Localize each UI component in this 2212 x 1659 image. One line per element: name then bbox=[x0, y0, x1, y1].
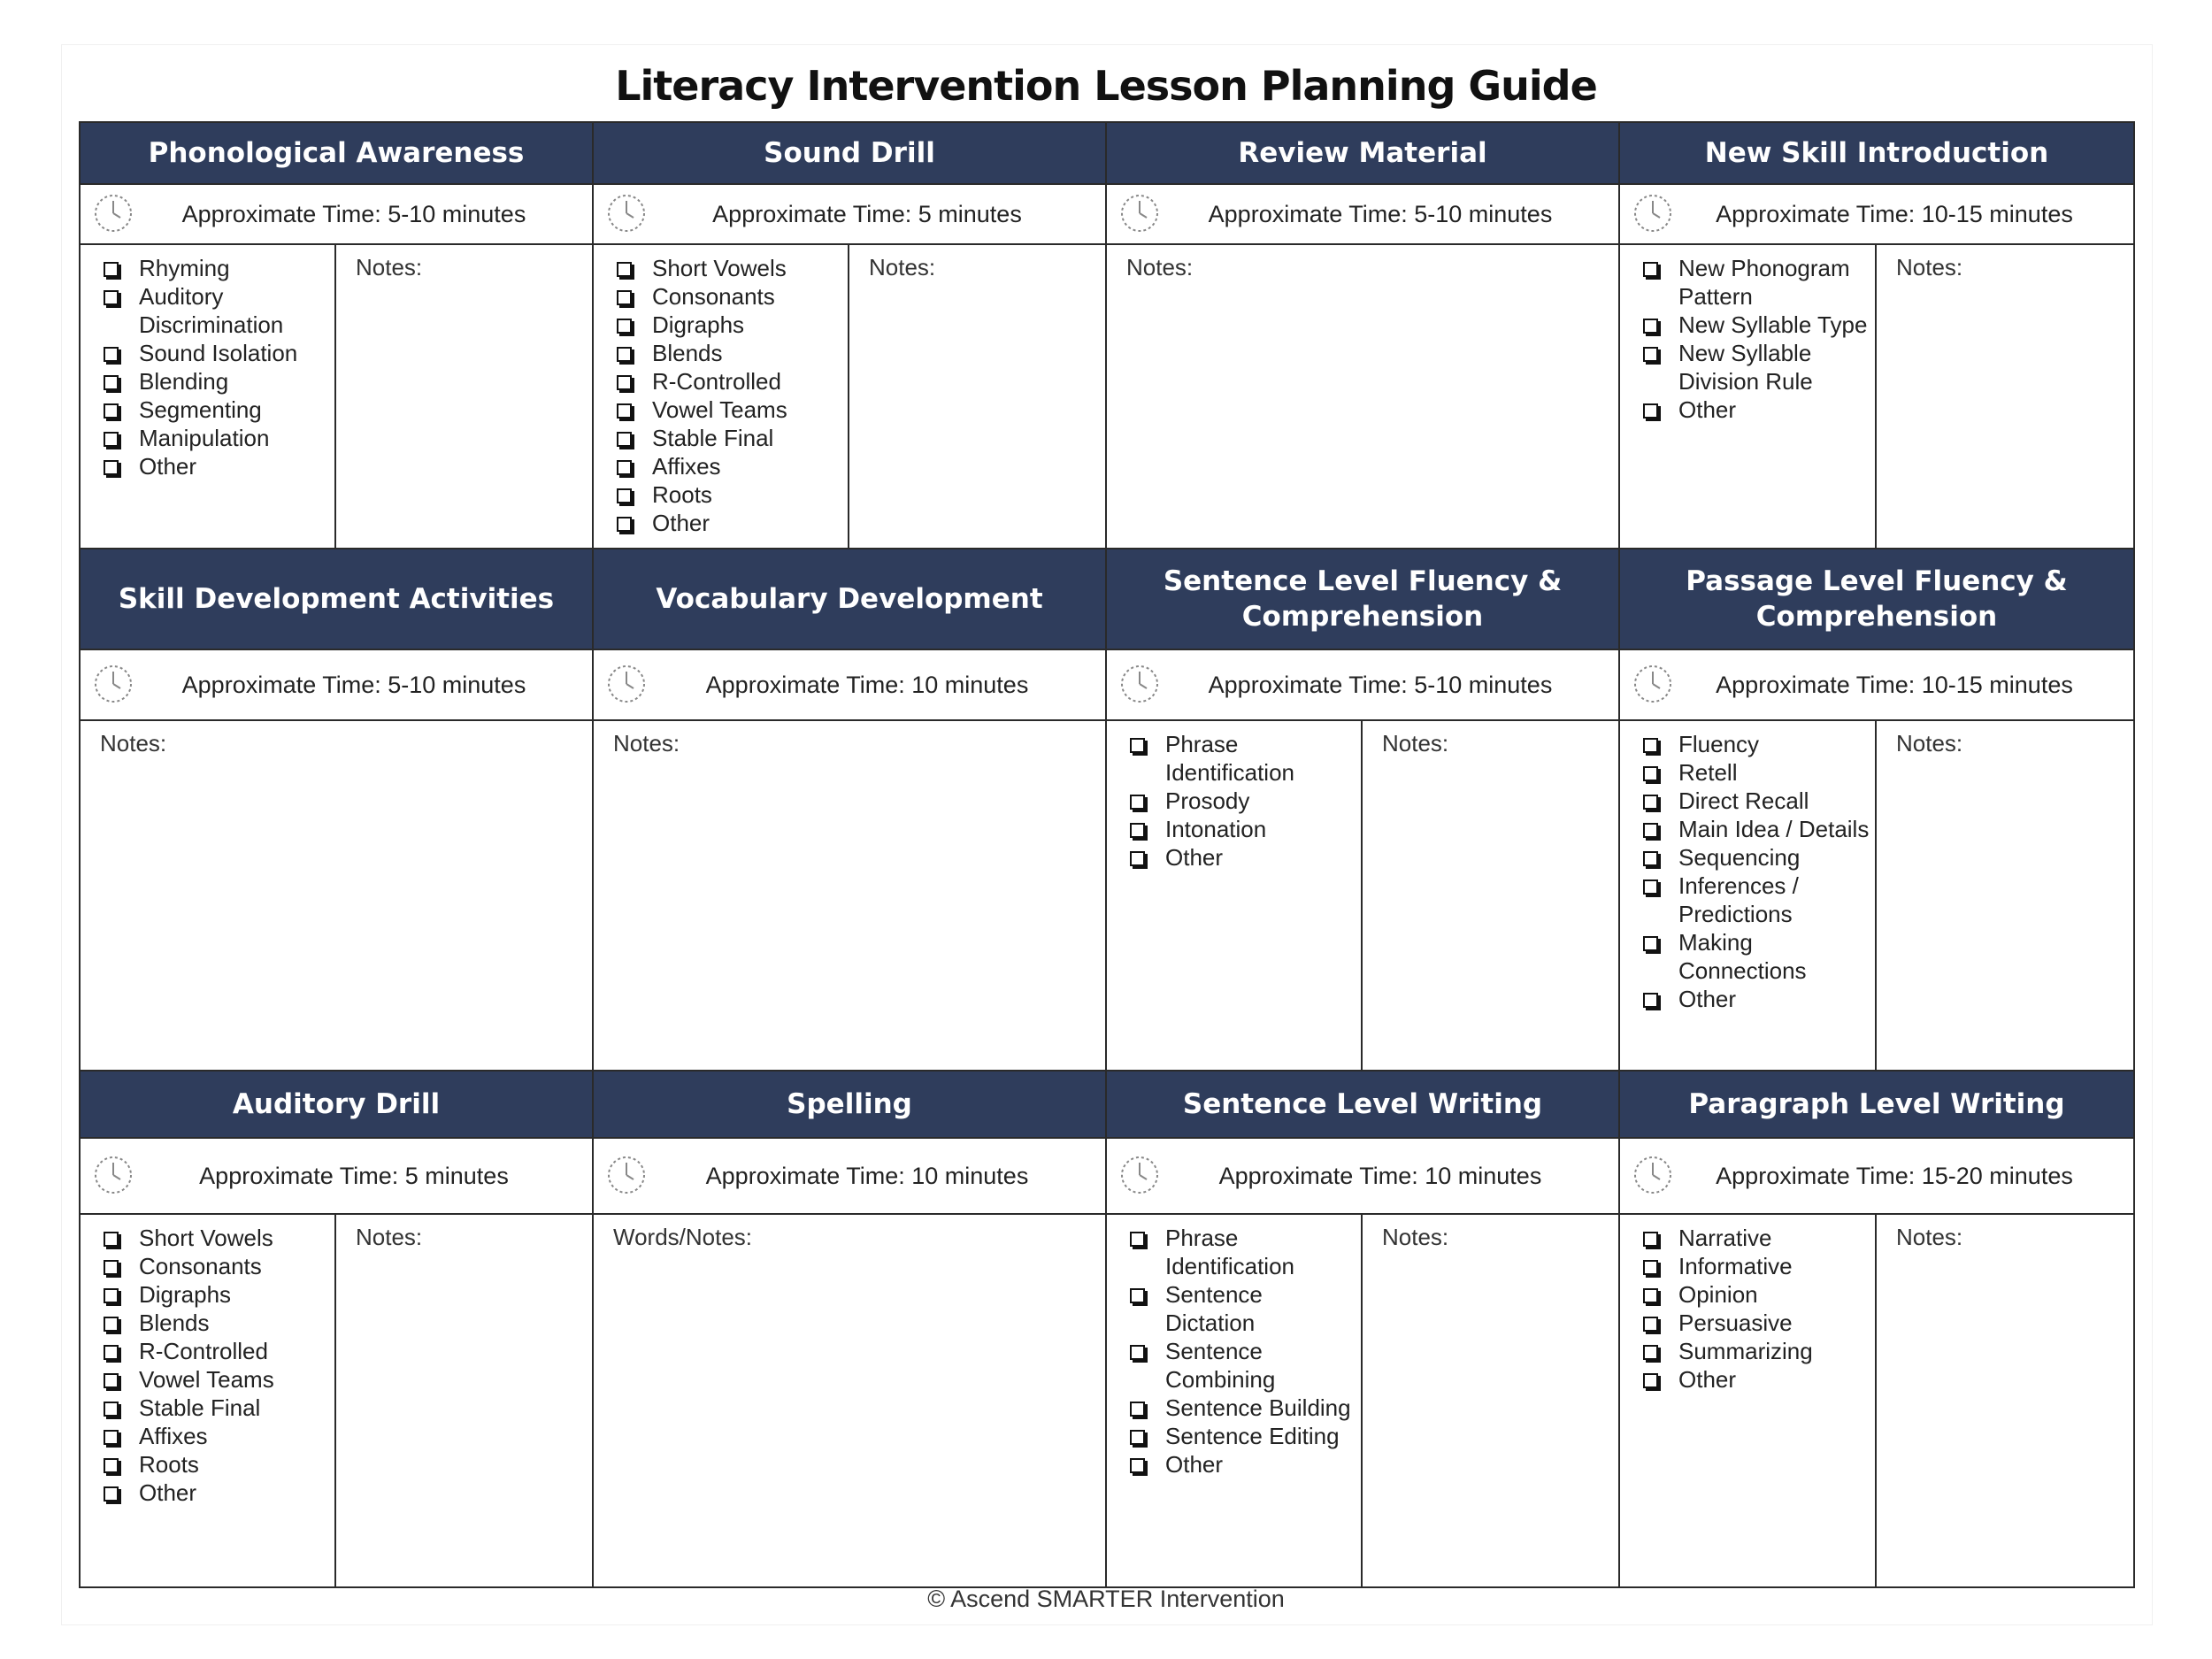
notes-label: Notes: bbox=[869, 254, 936, 280]
checklist-item[interactable] bbox=[1126, 730, 1356, 787]
checklist-label: Making Connections bbox=[1678, 929, 1807, 984]
approximate-time: Approximate Time: 5-10 minutes bbox=[1208, 200, 1553, 227]
checklist-label: Sentence Dictation bbox=[1165, 1281, 1263, 1336]
checklist-label: Informative bbox=[1678, 1253, 1793, 1279]
checkbox[interactable] bbox=[104, 1232, 119, 1247]
checklist-item[interactable] bbox=[613, 480, 842, 509]
section-body bbox=[1106, 244, 1619, 549]
checklist-label: Blends bbox=[139, 1310, 210, 1336]
checklist bbox=[81, 1215, 336, 1586]
checklist-label: Other bbox=[652, 510, 710, 536]
checkbox[interactable] bbox=[1130, 1402, 1145, 1417]
checkbox[interactable] bbox=[1643, 738, 1658, 753]
copyright-footer: © Ascend SMARTER Intervention bbox=[927, 1586, 1285, 1612]
notes-area[interactable] bbox=[336, 245, 592, 548]
checklist-label: Other bbox=[139, 453, 197, 480]
checklist-item[interactable] bbox=[613, 509, 842, 537]
checklist-label: New Syllable Type bbox=[1678, 311, 1868, 338]
approximate-time: Approximate Time: 5-10 minutes bbox=[181, 200, 526, 227]
checklist-label: Other bbox=[1165, 1451, 1224, 1478]
checklist-label: Opinion bbox=[1678, 1281, 1758, 1308]
section-header: Passage Level Fluency & Comprehension bbox=[1619, 549, 2134, 649]
section-body bbox=[1619, 1214, 2134, 1587]
notes-area[interactable] bbox=[594, 721, 1105, 757]
checklist-label: Blends bbox=[652, 340, 723, 366]
approximate-time-cell bbox=[593, 649, 1106, 720]
clock-icon bbox=[606, 664, 647, 704]
checklist-label: Vowel Teams bbox=[652, 396, 787, 423]
checklist-item[interactable] bbox=[613, 452, 842, 480]
checkbox[interactable] bbox=[617, 319, 632, 334]
checklist-item[interactable] bbox=[1126, 1450, 1356, 1479]
notes-label: Notes: bbox=[1896, 254, 1963, 280]
approximate-time: Approximate Time: 10-15 minutes bbox=[1716, 671, 2073, 698]
approximate-time-cell bbox=[80, 184, 593, 244]
section-header: Spelling bbox=[593, 1071, 1106, 1138]
notes-label: Notes: bbox=[613, 730, 680, 757]
checklist-label: Rhyming bbox=[139, 255, 230, 281]
section-header: Phonological Awareness bbox=[80, 122, 593, 184]
approximate-time-cell bbox=[1106, 649, 1619, 720]
section-body bbox=[593, 720, 1106, 1071]
checklist-label: Manipulation bbox=[139, 425, 270, 451]
checklist-item[interactable] bbox=[1640, 815, 1870, 843]
approximate-time: Approximate Time: 10 minutes bbox=[705, 671, 1029, 698]
notes-area[interactable] bbox=[1877, 245, 2133, 548]
checklist-item[interactable] bbox=[1640, 928, 1870, 985]
checkbox[interactable] bbox=[104, 1373, 119, 1388]
checklist-item[interactable] bbox=[1640, 1280, 1870, 1309]
notes-label: Notes: bbox=[356, 1224, 423, 1250]
notes-label: Notes: bbox=[1896, 1224, 1963, 1250]
checklist-label: Sound Isolation bbox=[139, 340, 298, 366]
checklist-label: Sentence Combining bbox=[1165, 1338, 1276, 1393]
checklist-label: R-Controlled bbox=[652, 368, 781, 395]
checkbox[interactable] bbox=[1643, 1317, 1658, 1332]
checklist-item[interactable] bbox=[100, 424, 329, 452]
notes-area[interactable] bbox=[336, 1215, 592, 1586]
checkbox[interactable] bbox=[1643, 851, 1658, 866]
checklist-label: Short Vowels bbox=[139, 1225, 273, 1251]
clock-icon bbox=[93, 1155, 134, 1195]
checklist-label: Consonants bbox=[652, 283, 775, 310]
notes-label: Notes: bbox=[1126, 254, 1194, 280]
checkbox[interactable] bbox=[617, 347, 632, 362]
section-header: Auditory Drill bbox=[80, 1071, 593, 1138]
checkbox[interactable] bbox=[1130, 1345, 1145, 1360]
checklist-label: Stable Final bbox=[139, 1394, 261, 1421]
checklist bbox=[81, 245, 336, 548]
checkbox[interactable] bbox=[1643, 879, 1658, 895]
section-header: Paragraph Level Writing bbox=[1619, 1071, 2134, 1138]
checklist-item[interactable] bbox=[100, 452, 329, 480]
clock-icon bbox=[1632, 193, 1673, 234]
checkbox[interactable] bbox=[104, 1430, 119, 1445]
checkbox[interactable] bbox=[617, 375, 632, 390]
approximate-time: Approximate Time: 10-15 minutes bbox=[1716, 200, 2073, 227]
checkbox[interactable] bbox=[104, 1486, 119, 1502]
checklist-item[interactable] bbox=[1126, 843, 1356, 872]
checklist-item[interactable] bbox=[1126, 1422, 1356, 1450]
section-header: New Skill Introduction bbox=[1619, 122, 2134, 184]
notes-label: Notes: bbox=[1382, 1224, 1449, 1250]
checkbox[interactable] bbox=[1643, 766, 1658, 781]
checklist-label: Consonants bbox=[139, 1253, 262, 1279]
checklist-label: Retell bbox=[1678, 759, 1738, 786]
checkbox[interactable] bbox=[1130, 1458, 1145, 1473]
checklist-item[interactable] bbox=[100, 1365, 329, 1394]
clock-icon bbox=[1632, 1155, 1673, 1195]
checklist-label: Digraphs bbox=[652, 311, 745, 338]
checklist-item[interactable] bbox=[100, 1422, 329, 1450]
section-body bbox=[1619, 244, 2134, 549]
checkbox[interactable] bbox=[1643, 823, 1658, 838]
notes-label: Notes: bbox=[1896, 730, 1963, 757]
checklist-item[interactable] bbox=[1126, 1394, 1356, 1422]
checklist-item[interactable] bbox=[1640, 985, 1870, 1013]
section-header: Sentence Level Fluency & Comprehension bbox=[1106, 549, 1619, 649]
checkbox[interactable] bbox=[1130, 823, 1145, 838]
checkbox[interactable] bbox=[104, 1317, 119, 1332]
checklist-label: Roots bbox=[139, 1451, 199, 1478]
checklist-item[interactable] bbox=[1640, 1224, 1870, 1252]
checkbox[interactable] bbox=[104, 347, 119, 362]
checklist-label: Sequencing bbox=[1678, 844, 1801, 871]
checklist-item[interactable] bbox=[100, 1252, 329, 1280]
checkbox[interactable] bbox=[1643, 1260, 1658, 1275]
clock-icon bbox=[606, 193, 647, 234]
checklist-label: Narrative bbox=[1678, 1225, 1772, 1251]
checkbox[interactable] bbox=[104, 460, 119, 475]
notes-area[interactable] bbox=[1363, 1215, 1618, 1586]
checklist-item[interactable] bbox=[1640, 1337, 1870, 1365]
checkbox[interactable] bbox=[617, 403, 632, 419]
checklist-label: Auditory Discrimination bbox=[139, 283, 284, 338]
approximate-time-cell bbox=[593, 184, 1106, 244]
checklist-label: Prosody bbox=[1165, 787, 1250, 814]
checkbox[interactable] bbox=[617, 460, 632, 475]
checkbox[interactable] bbox=[1643, 403, 1658, 419]
checklist-label: Short Vowels bbox=[652, 255, 787, 281]
approximate-time: Approximate Time: 5 minutes bbox=[712, 200, 1022, 227]
checklist-item[interactable] bbox=[100, 339, 329, 367]
lesson-plan-grid bbox=[79, 121, 2135, 1588]
checkbox[interactable] bbox=[104, 1288, 119, 1303]
checklist-label: New Phonogram Pattern bbox=[1678, 255, 1850, 310]
checkbox[interactable] bbox=[1130, 1232, 1145, 1247]
checkbox[interactable] bbox=[1130, 738, 1145, 753]
notes-area[interactable] bbox=[594, 1215, 1105, 1251]
checkbox[interactable] bbox=[104, 375, 119, 390]
checklist-item[interactable] bbox=[1126, 787, 1356, 815]
clock-icon bbox=[1119, 193, 1160, 234]
checklist-item[interactable] bbox=[1640, 311, 1870, 339]
checkbox[interactable] bbox=[1643, 1345, 1658, 1360]
checklist-item[interactable] bbox=[1126, 815, 1356, 843]
checklist-item[interactable] bbox=[100, 1394, 329, 1422]
section-body bbox=[593, 244, 1106, 549]
approximate-time: Approximate Time: 10 minutes bbox=[705, 1162, 1029, 1189]
checkbox[interactable] bbox=[1643, 1373, 1658, 1388]
checklist-label: Other bbox=[139, 1479, 197, 1506]
checkbox[interactable] bbox=[1643, 936, 1658, 951]
checklist bbox=[1107, 1215, 1363, 1586]
checkbox[interactable] bbox=[104, 432, 119, 447]
checkbox[interactable] bbox=[1643, 993, 1658, 1008]
checklist bbox=[1107, 721, 1363, 1070]
notes-area[interactable] bbox=[1107, 245, 1618, 281]
notes-label: Notes: bbox=[100, 730, 167, 757]
checkbox[interactable] bbox=[617, 517, 632, 532]
checklist-label: Other bbox=[1678, 396, 1737, 423]
page-title: Literacy Intervention Lesson Planning Guide bbox=[615, 62, 1597, 110]
checklist-item[interactable] bbox=[613, 396, 842, 424]
checklist-label: Summarizing bbox=[1678, 1338, 1813, 1364]
checklist-item[interactable] bbox=[100, 1280, 329, 1309]
notes-label: Notes: bbox=[356, 254, 423, 280]
clock-icon bbox=[1632, 664, 1673, 704]
clock-icon bbox=[1119, 1155, 1160, 1195]
checklist-item[interactable] bbox=[1640, 787, 1870, 815]
checklist-label: Roots bbox=[652, 481, 712, 508]
checklist-label: Inferences / Predictions bbox=[1678, 872, 1799, 927]
checklist-item[interactable] bbox=[100, 1479, 329, 1507]
checkbox[interactable] bbox=[617, 488, 632, 503]
checklist-label: Phrase Identification bbox=[1165, 1225, 1294, 1279]
checklist-label: Fluency bbox=[1678, 731, 1760, 757]
checkbox[interactable] bbox=[617, 290, 632, 305]
notes-area[interactable] bbox=[1877, 1215, 2133, 1586]
checklist-label: R-Controlled bbox=[139, 1338, 268, 1364]
checklist-item[interactable] bbox=[1640, 872, 1870, 928]
section-header: Sentence Level Writing bbox=[1106, 1071, 1619, 1138]
checklist-label: Intonation bbox=[1165, 816, 1267, 842]
section-body bbox=[80, 244, 593, 549]
checklist-item[interactable] bbox=[613, 367, 842, 396]
section-header: Review Material bbox=[1106, 122, 1619, 184]
checkbox[interactable] bbox=[1643, 319, 1658, 334]
checkbox[interactable] bbox=[617, 262, 632, 277]
approximate-time: Approximate Time: 5 minutes bbox=[199, 1162, 509, 1189]
checkbox[interactable] bbox=[104, 1458, 119, 1473]
checkbox[interactable] bbox=[1643, 1288, 1658, 1303]
approximate-time: Approximate Time: 15-20 minutes bbox=[1716, 1162, 2073, 1189]
checkbox[interactable] bbox=[104, 1402, 119, 1417]
checklist-label: Other bbox=[1678, 1366, 1737, 1393]
clock-icon bbox=[93, 193, 134, 234]
checkbox[interactable] bbox=[104, 403, 119, 419]
checklist-item[interactable] bbox=[100, 1224, 329, 1252]
checklist-label: Other bbox=[1678, 986, 1737, 1012]
checklist-item[interactable] bbox=[1126, 1224, 1356, 1280]
checklist-item[interactable] bbox=[1640, 254, 1870, 311]
checklist-label: Other bbox=[1165, 844, 1224, 871]
checkbox[interactable] bbox=[1643, 795, 1658, 810]
checkbox[interactable] bbox=[617, 432, 632, 447]
checkbox[interactable] bbox=[104, 1260, 119, 1275]
checklist-item[interactable] bbox=[1640, 1252, 1870, 1280]
checkbox[interactable] bbox=[1643, 347, 1658, 362]
checklist-item[interactable] bbox=[100, 367, 329, 396]
approximate-time-cell bbox=[1106, 184, 1619, 244]
notes-label: Notes: bbox=[1382, 730, 1449, 757]
checklist-item[interactable] bbox=[100, 1450, 329, 1479]
approximate-time-cell bbox=[593, 1138, 1106, 1214]
checklist-label: Sentence Building bbox=[1165, 1394, 1351, 1421]
checklist-item[interactable] bbox=[613, 311, 842, 339]
checklist-item[interactable] bbox=[100, 254, 329, 282]
section-body bbox=[80, 720, 593, 1071]
checklist-item[interactable] bbox=[613, 254, 842, 282]
checklist bbox=[1620, 1215, 1877, 1586]
section-header: Vocabulary Development bbox=[593, 549, 1106, 649]
section-header: Sound Drill bbox=[593, 122, 1106, 184]
checklist-item[interactable] bbox=[1640, 396, 1870, 424]
checklist-label: Sentence Editing bbox=[1165, 1423, 1340, 1449]
checklist-item[interactable] bbox=[1126, 1280, 1356, 1337]
checkbox[interactable] bbox=[104, 290, 119, 305]
checkbox[interactable] bbox=[1643, 1232, 1658, 1247]
checklist-item[interactable] bbox=[100, 1309, 329, 1337]
checklist-label: Vowel Teams bbox=[139, 1366, 274, 1393]
checklist-label: Stable Final bbox=[652, 425, 774, 451]
checklist-label: Phrase Identification bbox=[1165, 731, 1294, 786]
approximate-time-cell bbox=[1106, 1138, 1619, 1214]
checklist-label: Direct Recall bbox=[1678, 787, 1809, 814]
checklist-item[interactable] bbox=[1126, 1337, 1356, 1394]
section-header: Skill Development Activities bbox=[80, 549, 593, 649]
checklist-item[interactable] bbox=[100, 1337, 329, 1365]
approximate-time: Approximate Time: 5-10 minutes bbox=[1208, 671, 1553, 698]
checklist-label: Blending bbox=[139, 368, 229, 395]
section-body bbox=[80, 1214, 593, 1587]
checklist bbox=[1620, 245, 1877, 548]
checklist-label: Digraphs bbox=[139, 1281, 232, 1308]
checklist-item[interactable] bbox=[1640, 1309, 1870, 1337]
section-body bbox=[1106, 720, 1619, 1071]
clock-icon bbox=[1119, 664, 1160, 704]
checklist-label: New Syllable Division Rule bbox=[1678, 340, 1813, 395]
checklist-item[interactable] bbox=[613, 282, 842, 311]
checkbox[interactable] bbox=[1130, 1288, 1145, 1303]
notes-area[interactable] bbox=[1877, 721, 2133, 1070]
checkbox[interactable] bbox=[104, 262, 119, 277]
checkbox[interactable] bbox=[104, 1345, 119, 1360]
checklist-item[interactable] bbox=[613, 339, 842, 367]
section-body bbox=[593, 1214, 1106, 1587]
approximate-time-cell bbox=[80, 1138, 593, 1214]
checklist-label: Segmenting bbox=[139, 396, 262, 423]
approximate-time-cell bbox=[1619, 184, 2134, 244]
section-body bbox=[1106, 1214, 1619, 1587]
approximate-time-cell bbox=[80, 649, 593, 720]
clock-icon bbox=[606, 1155, 647, 1195]
approximate-time: Approximate Time: 10 minutes bbox=[1218, 1162, 1542, 1189]
approximate-time-cell bbox=[1619, 649, 2134, 720]
checklist-item[interactable] bbox=[100, 282, 329, 339]
notes-label: Words/Notes: bbox=[613, 1224, 753, 1250]
checklist-item[interactable] bbox=[613, 424, 842, 452]
checklist-label: Main Idea / Details bbox=[1678, 816, 1870, 842]
checkbox[interactable] bbox=[1130, 795, 1145, 810]
notes-area[interactable] bbox=[81, 721, 592, 757]
checkbox[interactable] bbox=[1130, 851, 1145, 866]
checkbox[interactable] bbox=[1130, 1430, 1145, 1445]
checklist-item[interactable] bbox=[1640, 730, 1870, 758]
notes-area[interactable] bbox=[1363, 721, 1618, 1070]
checklist bbox=[1620, 721, 1877, 1070]
checklist-item[interactable] bbox=[100, 396, 329, 424]
checklist-item[interactable] bbox=[1640, 339, 1870, 396]
approximate-time: Approximate Time: 5-10 minutes bbox=[181, 671, 526, 698]
checklist-item[interactable] bbox=[1640, 758, 1870, 787]
notes-area[interactable] bbox=[849, 245, 1105, 548]
checklist-item[interactable] bbox=[1640, 843, 1870, 872]
approximate-time-cell bbox=[1619, 1138, 2134, 1214]
checklist bbox=[594, 245, 849, 548]
checklist-label: Affixes bbox=[139, 1423, 208, 1449]
checkbox[interactable] bbox=[1643, 262, 1658, 277]
clock-icon bbox=[93, 664, 134, 704]
section-body bbox=[1619, 720, 2134, 1071]
checklist-item[interactable] bbox=[1640, 1365, 1870, 1394]
checklist-label: Affixes bbox=[652, 453, 721, 480]
checklist-label: Persuasive bbox=[1678, 1310, 1793, 1336]
